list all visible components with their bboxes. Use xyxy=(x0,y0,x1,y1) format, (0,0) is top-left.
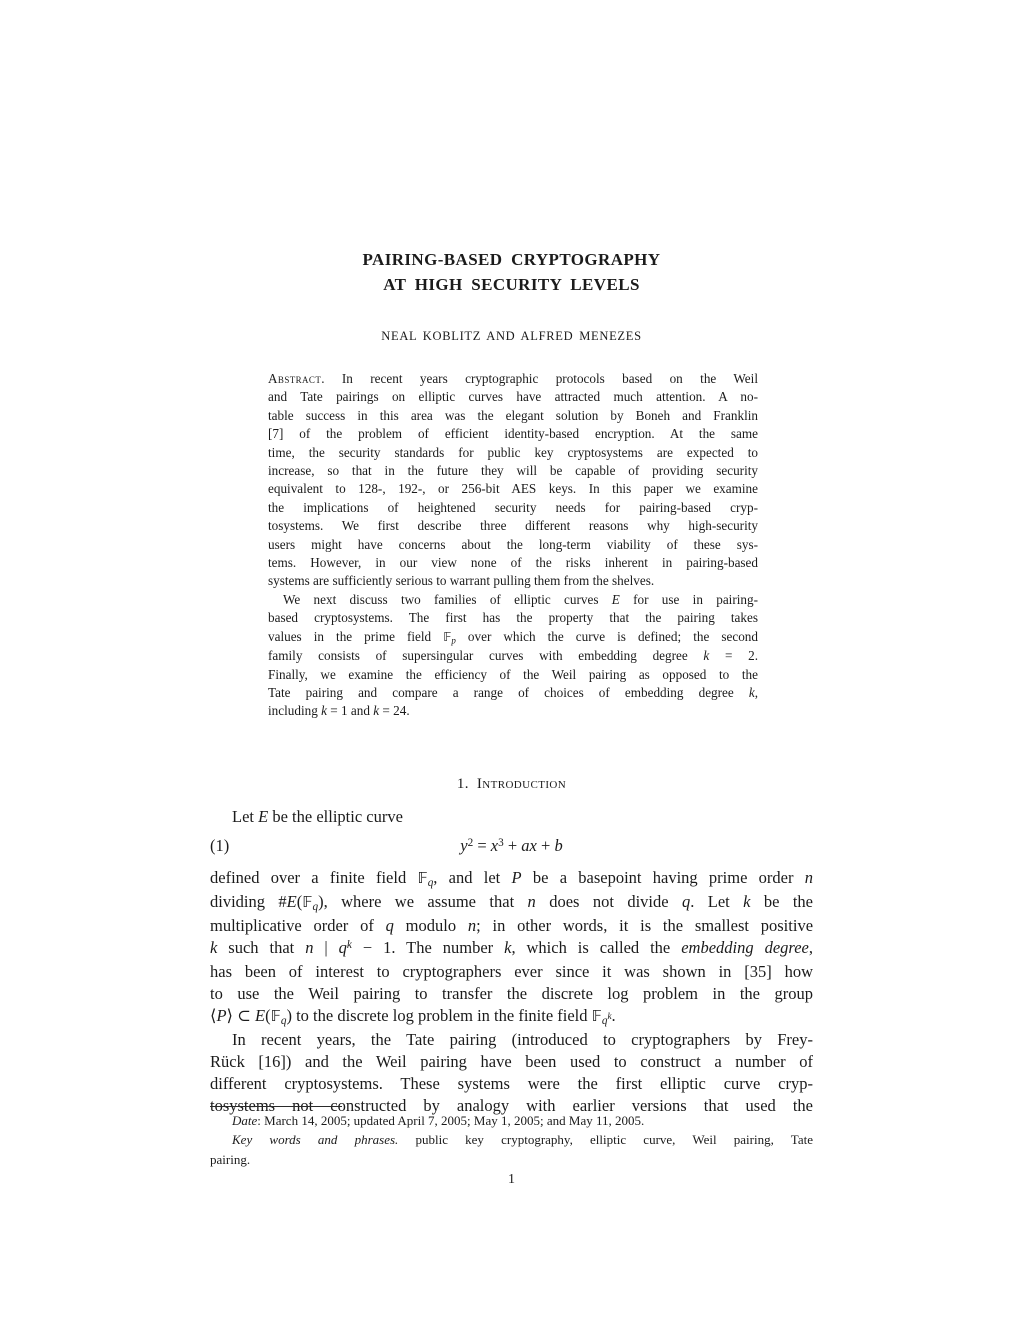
text-segment-sub xyxy=(451,631,455,649)
text-segment-i: q xyxy=(427,877,434,890)
text-line: equivalent to 128-, 192-, or 256-bit AES keys. In this paper we examine xyxy=(268,481,758,497)
text-line: Finally, we examine the efficiency of the Weil pairing as opposed to the xyxy=(268,666,758,682)
paper-title xyxy=(210,247,813,297)
abstract-block xyxy=(268,370,758,721)
text-line: based cryptosystems. The first has the property that the pairing takes xyxy=(268,610,758,626)
text-segment-sup: 3 xyxy=(498,836,504,849)
paper-title-line2: AT HIGH SECURITY LEVELS xyxy=(383,275,640,294)
text-segment-i: b xyxy=(554,836,563,855)
text-segment-i: E xyxy=(258,807,269,826)
section-heading xyxy=(210,776,813,793)
text-segment-i: k xyxy=(743,892,751,911)
text-segment-i: k xyxy=(504,938,512,957)
text-line: different cryptosystems. These systems were the first elliptic curve cryp- xyxy=(210,1074,813,1093)
text-segment-i: embedding degree xyxy=(681,938,809,957)
text-segment-i: x xyxy=(490,836,499,855)
text-segment-i: p xyxy=(451,635,456,646)
text-line: We next discuss two families of elliptic curves E for use in pairing- xyxy=(283,591,758,607)
text-segment-i: k xyxy=(373,703,380,719)
text-line: defined over a finite field 𝔽q, and let P be a basepoint having prime order n xyxy=(210,867,813,891)
text-segment-i: q xyxy=(312,901,319,914)
section-number: 1. xyxy=(456,776,469,792)
text-segment-i: q xyxy=(280,1015,287,1028)
text-segment-i: q xyxy=(385,916,394,935)
equation-number: (1) xyxy=(210,836,230,855)
equation-formula: y2 = x3 + ax + b xyxy=(460,836,562,855)
text-segment-i: k xyxy=(748,684,755,700)
text-segment-bb: 𝔽 xyxy=(417,869,428,887)
text-line: In recent years, the Tate pairing (introduced to cryptographers by Frey- xyxy=(232,1030,813,1049)
text-segment-bb: 𝔽 xyxy=(443,629,452,644)
text-line: tems. However, in our view none of the risks inherent in pairing-based xyxy=(268,555,758,571)
text-line: values in the prime field 𝔽p over which the curve is defined; the second xyxy=(268,628,758,647)
text-line: tosystems not constructed by analogy with earlier versions that used the xyxy=(210,1096,813,1115)
text-segment-i: E xyxy=(255,1006,266,1025)
text-line: Key words and phrases. public key cryptography, elliptic curve, Weil pairing, Tate xyxy=(232,1132,813,1148)
intro-lead-paragraph xyxy=(210,806,813,828)
authors-line: NEAL KOBLITZ AND ALFRED MENEZES xyxy=(381,329,642,343)
text-line: ⟨P⟩ ⊂ E(𝔽q) to the discrete log problem in the finite field 𝔽qk. xyxy=(210,1005,813,1029)
text-segment-i: P xyxy=(511,868,522,887)
text-segment-sup xyxy=(607,1005,611,1027)
text-line: Rück [16]) and the Weil pairing have been used to construct a number of xyxy=(210,1052,813,1071)
text-segment-sup xyxy=(347,934,352,956)
text-segment-i: q xyxy=(601,1015,608,1028)
text-segment-sup: 2 xyxy=(467,836,474,849)
equation-block xyxy=(210,834,813,860)
text-segment-i: k xyxy=(321,703,327,719)
text-segment-i: q xyxy=(338,938,347,957)
text-segment-sub xyxy=(428,872,434,894)
text-segment-sub xyxy=(281,1010,287,1032)
text-segment-i: y xyxy=(460,836,468,855)
text-segment-i: k xyxy=(210,938,218,957)
text-column xyxy=(210,0,813,1320)
text-segment-i: k xyxy=(346,938,352,951)
text-line: the implications of heightened security needs for pairing-based cryp- xyxy=(268,499,758,515)
text-line: table success in this area was the elegant solution by Boneh and Franklin xyxy=(268,407,758,423)
text-line: tosystems. We first describe three different reasons why high-security xyxy=(268,518,758,534)
text-segment-i: Key words and phrases. xyxy=(232,1132,399,1148)
text-segment-bb: 𝔽 xyxy=(270,1007,281,1025)
text-segment-i: Date xyxy=(232,1113,258,1128)
text-segment-i: k xyxy=(703,648,710,664)
text-line: family consists of supersingular curves with embedding degree k = 2. xyxy=(268,648,759,664)
text-segment-i: q xyxy=(681,892,691,911)
intro-body-paragraphs xyxy=(210,867,813,1117)
text-line: has been of interest to cryptographers ever since it was shown in [35] how xyxy=(210,962,813,981)
text-segment-i: n xyxy=(305,938,314,957)
footnote-block xyxy=(210,1111,813,1169)
text-line: pairing. xyxy=(210,1151,251,1167)
text-line: [7] of the problem of efficient identity-based encryption. At the same xyxy=(268,426,758,442)
text-segment-i: ax xyxy=(521,836,537,855)
text-line: dividing #E(𝔽q), where we assume that n does not divide q. Let k be the xyxy=(210,891,813,915)
text-line: time, the security standards for public key cryptosystems are expected to xyxy=(268,444,758,460)
text-segment-i: n xyxy=(527,892,536,911)
text-segment-i: n xyxy=(467,916,477,935)
text-line: users might have concerns about the long-term viability of these sys- xyxy=(268,536,758,552)
text-segment-i: E xyxy=(611,591,620,607)
section-title: Introduction xyxy=(476,776,567,792)
text-line: multiplicative order of q modulo n; in other words, it is the smallest positive xyxy=(210,916,814,935)
text-line: Let E be the elliptic curve xyxy=(232,807,403,826)
text-segment-i: E xyxy=(286,892,297,911)
text-line: systems are sufficiently serious to warrant pulling them from the shelves. xyxy=(268,573,655,589)
page-number: 1 xyxy=(508,1172,515,1187)
footnote-rule xyxy=(210,1106,342,1107)
text-line: and Tate pairings on elliptic curves have attracted much attention. A no- xyxy=(268,389,758,405)
paper-title-line1: PAIRING-BASED CRYPTOGRAPHY xyxy=(362,250,661,269)
text-segment-sub xyxy=(602,1010,612,1032)
text-segment-sub xyxy=(312,896,318,918)
text-segment-i: k xyxy=(607,1011,612,1022)
text-line: Tate pairing and compare a range of choices of embedding degree k, xyxy=(268,684,758,700)
text-segment-i: n xyxy=(804,868,813,887)
text-segment-bb: 𝔽 xyxy=(591,1007,602,1025)
text-segment-i: P xyxy=(216,1006,227,1025)
text-line: to use the Weil pairing to transfer the discrete log problem in the group xyxy=(210,984,813,1003)
text-segment-bb: 𝔽 xyxy=(302,893,313,911)
text-segment-sc: Abstract xyxy=(268,371,322,386)
text-line: increase, so that in the future they will be capable of providing security xyxy=(268,463,758,479)
text-line: including k = 1 and k = 24. xyxy=(268,703,410,719)
text-line: k such that n | qk − 1. The number k, which is called the embedding degree, xyxy=(210,937,813,961)
text-line: Abstract. In recent years cryptographic protocols based on the Weil xyxy=(268,371,758,386)
text-line: Date: March 14, 2005; updated April 7, 2005; May 1, 2005; and May 11, 2005. xyxy=(232,1113,645,1128)
